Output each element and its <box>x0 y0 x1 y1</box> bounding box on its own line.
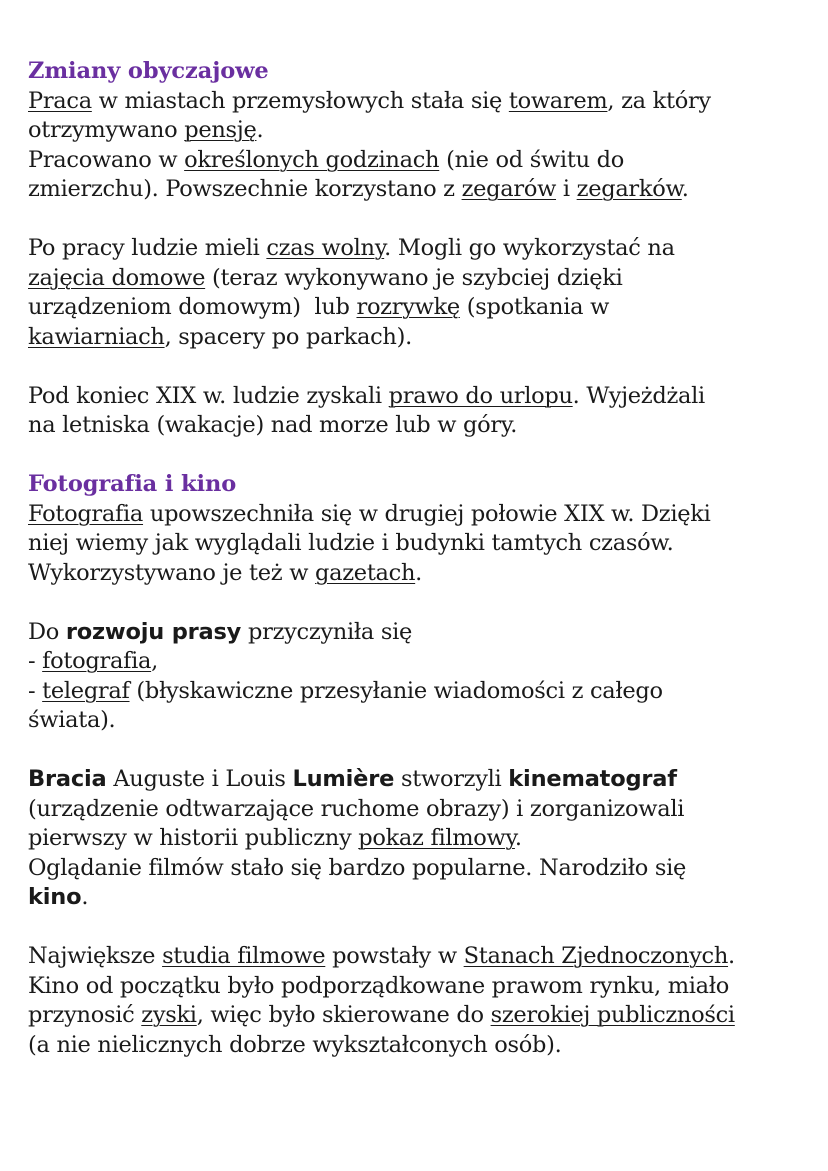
document-page <box>28 57 808 1060</box>
list-dash: - <box>28 648 43 674</box>
paragraph-line <box>28 795 808 825</box>
paragraph-gap <box>28 588 808 618</box>
text-span: . <box>81 884 89 910</box>
text-span: . Wyjeżdżali <box>572 382 705 409</box>
paragraph-line <box>28 559 808 589</box>
section-heading-zmiany-obyczajowe: Zmiany obyczajowe <box>28 58 269 84</box>
underlined-term: zegarków <box>576 176 682 202</box>
text-span: niej wiemy jak wyglądali ludzie i budynki tamtych czasów. <box>28 530 674 556</box>
paragraph-gap <box>28 736 808 766</box>
text-span: . <box>415 559 423 586</box>
text-span: powstały w <box>325 943 464 969</box>
text-span: . Mogli go wykorzystać na <box>384 235 675 261</box>
underlined-term: pensję <box>184 117 257 143</box>
bold-term: rozwoju prasy <box>65 618 242 645</box>
paragraph-line <box>28 706 808 736</box>
text-span: urządzeniom domowym) lub <box>28 294 357 320</box>
underlined-term: szerokiej publiczności <box>490 1002 735 1028</box>
paragraph-line <box>28 883 808 913</box>
text-span: , spacery po parkach). <box>164 323 412 350</box>
underlined-term: fotografia <box>42 648 152 674</box>
text-span: . <box>681 176 689 202</box>
text-span: Kino od początku było podporządkowane prawom rynku, miało <box>28 972 730 999</box>
text-span: Po pracy ludzie mieli <box>28 235 267 261</box>
underlined-term: kawiarniach <box>28 323 165 350</box>
text-span: (teraz wykonywano je szybciej dzięki <box>205 264 623 291</box>
paragraph-line <box>28 175 808 205</box>
underlined-term: Praca <box>28 87 92 114</box>
text-span: Największe <box>28 943 163 969</box>
underlined-term: czas wolny <box>266 235 385 261</box>
underlined-term: gazetach <box>315 559 416 586</box>
text-span: (a nie nielicznych dobrze wykształconych osób). <box>28 1031 562 1058</box>
paragraph-line <box>28 382 808 412</box>
list-dash: - <box>28 677 43 704</box>
text-span: stworzyli <box>394 766 509 792</box>
paragraph-line <box>28 1031 808 1061</box>
underlined-term: Stanach Zjednoczonych <box>463 943 729 969</box>
text-span: świata). <box>28 707 116 733</box>
underlined-term: telegraf <box>42 677 130 704</box>
bold-term: Bracia <box>28 766 107 792</box>
text-span: otrzymywano <box>28 117 185 143</box>
paragraph-line <box>28 824 808 854</box>
text-span: na letniska (wakacje) nad morze lub w góry. <box>28 412 518 438</box>
text-span: , więc było skierowane do <box>196 1002 491 1028</box>
text-span: , za który <box>607 87 711 114</box>
paragraph-line <box>28 500 808 530</box>
paragraph-line <box>28 972 808 1002</box>
bold-term: Lumière <box>292 766 395 792</box>
text-span: i <box>556 176 577 202</box>
paragraph-line <box>28 264 808 294</box>
text-span: Do <box>28 618 66 645</box>
underlined-term: Fotografia <box>28 500 144 527</box>
underlined-term: studia filmowe <box>162 943 326 969</box>
bold-term: kino <box>28 884 82 910</box>
text-span: Pracowano w <box>28 146 185 173</box>
paragraph-line <box>28 234 808 264</box>
section-heading-fotografia-i-kino: Fotografia i kino <box>28 471 237 497</box>
text-span: . <box>514 825 522 851</box>
paragraph-line <box>28 529 808 559</box>
text-span: przynosić <box>28 1002 142 1028</box>
text-span: Pod koniec XIX w. ludzie zyskali <box>28 382 389 409</box>
paragraph-line <box>28 854 808 884</box>
text-span: upowszechniła się w drugiej połowie XIX w. Dzięki <box>143 500 711 527</box>
underlined-term: prawo do urlopu <box>388 382 573 409</box>
text-span: . <box>728 943 735 969</box>
paragraph-line <box>28 116 808 146</box>
text-span: (urządzenie odtwarzające ruchome obrazy) i zorganizowali <box>28 795 685 822</box>
list-item <box>28 647 808 677</box>
paragraph-line <box>28 146 808 176</box>
underlined-term: towarem <box>508 87 608 114</box>
underlined-term: pokaz filmowy <box>358 825 515 851</box>
text-span: w miastach przemysłowych stała się <box>91 87 509 114</box>
text-span: (nie od świtu do <box>439 146 624 173</box>
paragraph-line <box>28 765 808 795</box>
underlined-term: zajęcia domowe <box>28 264 206 291</box>
text-span: Oglądanie filmów stało się bardzo popularne. Narodziło się <box>28 854 687 881</box>
text-span: pierwszy w historii publiczny <box>28 825 359 851</box>
text-span: , <box>151 648 158 674</box>
text-span: Wykorzystywano je też w <box>28 559 316 586</box>
underlined-term: określonych godzinach <box>184 146 440 173</box>
list-item <box>28 677 808 707</box>
text-span: zmierzchu). Powszechnie korzystano z <box>28 176 462 202</box>
paragraph-line <box>28 411 808 441</box>
paragraph-line <box>28 942 808 972</box>
paragraph-gap <box>28 205 808 235</box>
paragraph-gap <box>28 913 808 943</box>
text-span: (spotkania w <box>459 294 610 320</box>
underlined-term: zegarów <box>461 176 557 202</box>
paragraph-line <box>28 293 808 323</box>
paragraph-line <box>28 618 808 648</box>
paragraph-gap <box>28 441 808 471</box>
underlined-term: zyski <box>141 1002 197 1028</box>
paragraph-gap <box>28 352 808 382</box>
bold-term: kinematograf <box>508 766 677 792</box>
text-span: (błyskawiczne przesyłanie wiadomości z całego <box>129 677 663 704</box>
paragraph-line <box>28 323 808 353</box>
text-span: . <box>256 117 264 143</box>
text-span: Auguste i Louis <box>106 766 293 792</box>
text-span: przyczyniła się <box>241 618 413 645</box>
underlined-term: rozrywkę <box>356 294 460 320</box>
paragraph-line <box>28 87 808 117</box>
paragraph-line <box>28 1001 808 1031</box>
